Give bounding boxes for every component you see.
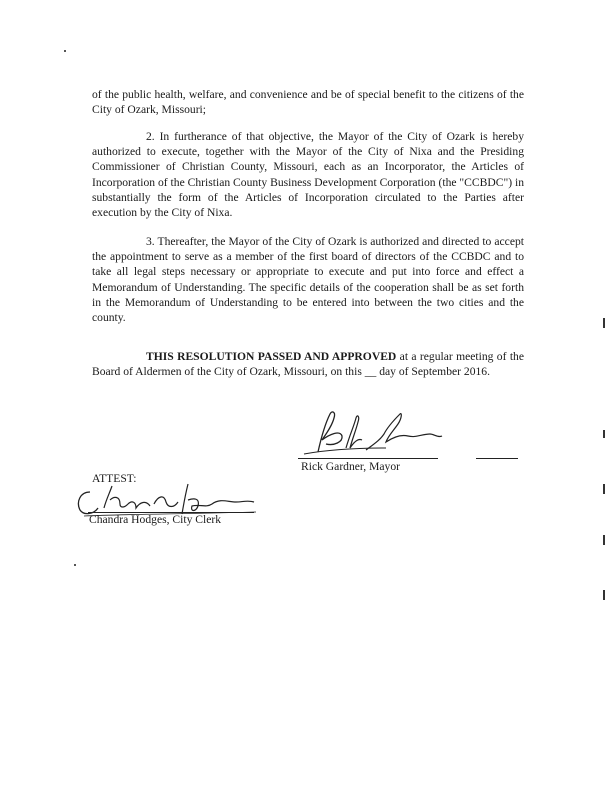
- scan-mark: [603, 590, 605, 600]
- scan-speck: [64, 50, 66, 52]
- section-2-text: 2. In furtherance of that objective, the Mayor of the City of Ozark is hereby authorized to execute, together with the Mayor of the City of Nixa and the Presiding Commissioner of Christian County, Missouri, each as an Incorporator, the Articles of Incorporation of the Christian County Business Development Corporation (the "CCBDC") in substantially the form of the Articles of Incorporation circulated to the Parties after execution by the City of Nixa.: [92, 130, 524, 220]
- date-signature-line: [476, 458, 518, 459]
- scan-mark: [603, 484, 605, 494]
- section-3-text: 3. Thereafter, the Mayor of the City of Ozark is authorized and directed to accept the appointment to serve as a member of the first board of directors of the CCBDC and to take all legal steps necessary or appropriate to execute and put into force and effect a Memorandum of Understanding. The specific details of the cooperation shall be as set forth in the Memorandum of Understanding to be entered into between the two cities and the county.: [92, 235, 524, 325]
- resolution-statement: [92, 349, 524, 379]
- clerk-name: Chandra Hodges, City Clerk: [89, 513, 222, 526]
- resolution-bold-text: THIS RESOLUTION PASSED AND APPROVED: [146, 350, 397, 363]
- scan-speck: [74, 564, 76, 566]
- mayor-name: Rick Gardner, Mayor: [301, 460, 401, 473]
- scan-mark: [603, 535, 605, 545]
- attest-label: ATTEST:: [92, 472, 137, 485]
- mayor-signature-line: [298, 458, 438, 459]
- resolution-text: at a regular meeting of the Board of Aldermen of the City of Ozark, Missouri, on this __ day of September 2016.: [92, 350, 524, 379]
- paragraph-continuation: of the public health, welfare, and convenience and be of special benefit to the citizens of the City of Ozark, Missouri;: [92, 88, 524, 117]
- paragraph-section-3: [92, 234, 524, 325]
- mayor-signature: [296, 404, 446, 460]
- paragraph-section-2: [92, 129, 524, 220]
- scan-mark: [603, 430, 605, 438]
- scan-mark: [603, 318, 605, 328]
